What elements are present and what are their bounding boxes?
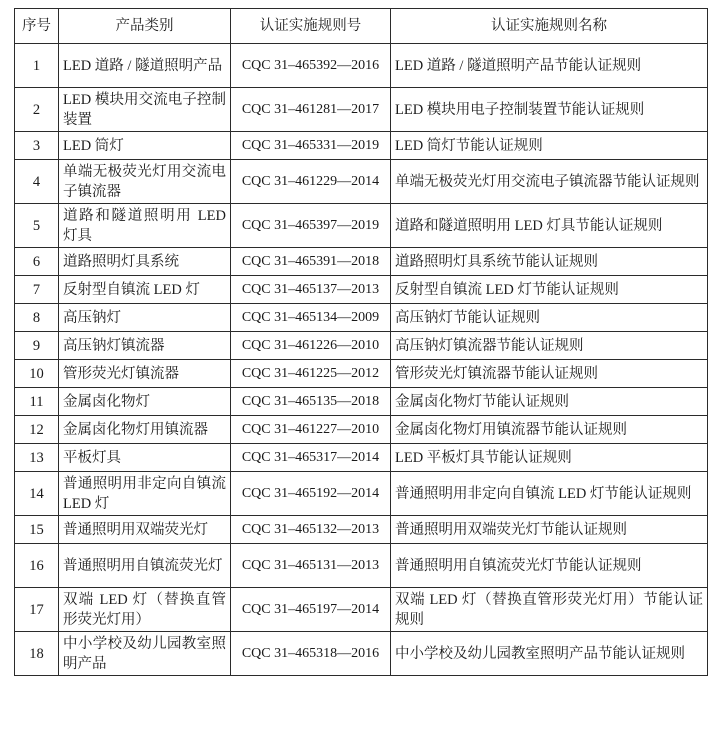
row-rule-code: CQC 31–465137—2013 bbox=[231, 276, 391, 304]
row-rule-code: CQC 31–465318—2016 bbox=[231, 632, 391, 676]
header-rule-name: 认证实施规则名称 bbox=[391, 9, 708, 44]
row-rule-name: 普通照明用自镇流荧光灯节能认证规则 bbox=[391, 544, 708, 588]
row-no: 5 bbox=[15, 204, 59, 248]
table-row bbox=[15, 632, 708, 676]
header-category: 产品类别 bbox=[59, 9, 231, 44]
row-rule-name: 中小学校及幼儿园教室照明产品节能认证规则 bbox=[391, 632, 708, 676]
row-rule-code: CQC 31–465135—2018 bbox=[231, 388, 391, 416]
table-row bbox=[15, 44, 708, 88]
row-rule-code: CQC 31–465397—2019 bbox=[231, 204, 391, 248]
row-no: 13 bbox=[15, 444, 59, 472]
table-row bbox=[15, 276, 708, 304]
table-row bbox=[15, 360, 708, 388]
row-rule-name: LED 筒灯节能认证规则 bbox=[391, 132, 708, 160]
row-category: 管形荧光灯镇流器 bbox=[59, 360, 231, 388]
row-category: 中小学校及幼儿园教室照明产品 bbox=[59, 632, 231, 676]
table-row bbox=[15, 516, 708, 544]
row-no: 4 bbox=[15, 160, 59, 204]
row-category: 道路和隧道照明用 LED 灯具 bbox=[59, 204, 231, 248]
row-category: 普通照明用非定向自镇流 LED 灯 bbox=[59, 472, 231, 516]
row-category: LED 模块用交流电子控制装置 bbox=[59, 88, 231, 132]
row-category: 道路照明灯具系统 bbox=[59, 248, 231, 276]
row-category: 普通照明用双端荧光灯 bbox=[59, 516, 231, 544]
row-rule-code: CQC 31–465131—2013 bbox=[231, 544, 391, 588]
row-category: 单端无极荧光灯用交流电子镇流器 bbox=[59, 160, 231, 204]
row-rule-name: 反射型自镇流 LED 灯节能认证规则 bbox=[391, 276, 708, 304]
row-rule-name: 金属卤化物灯节能认证规则 bbox=[391, 388, 708, 416]
row-category: 双端 LED 灯（替换直管形荧光灯用） bbox=[59, 588, 231, 632]
row-no: 8 bbox=[15, 304, 59, 332]
table-row bbox=[15, 588, 708, 632]
row-no: 3 bbox=[15, 132, 59, 160]
row-rule-code: CQC 31–465134—2009 bbox=[231, 304, 391, 332]
row-rule-code: CQC 31–465192—2014 bbox=[231, 472, 391, 516]
row-rule-code: CQC 31–461229—2014 bbox=[231, 160, 391, 204]
table-row bbox=[15, 544, 708, 588]
table-row bbox=[15, 160, 708, 204]
row-category: 反射型自镇流 LED 灯 bbox=[59, 276, 231, 304]
row-rule-name: LED 平板灯具节能认证规则 bbox=[391, 444, 708, 472]
table-row bbox=[15, 472, 708, 516]
table-row bbox=[15, 248, 708, 276]
table-row bbox=[15, 132, 708, 160]
row-rule-name: 金属卤化物灯用镇流器节能认证规则 bbox=[391, 416, 708, 444]
certification-rules-table bbox=[14, 8, 708, 676]
row-category: 普通照明用自镇流荧光灯 bbox=[59, 544, 231, 588]
row-rule-code: CQC 31–461226—2010 bbox=[231, 332, 391, 360]
row-rule-name: 单端无极荧光灯用交流电子镇流器节能认证规则 bbox=[391, 160, 708, 204]
table-row bbox=[15, 416, 708, 444]
row-no: 11 bbox=[15, 388, 59, 416]
row-rule-name: LED 道路 / 隧道照明产品节能认证规则 bbox=[391, 44, 708, 88]
row-rule-name: 道路和隧道照明用 LED 灯具节能认证规则 bbox=[391, 204, 708, 248]
row-rule-name: LED 模块用电子控制装置节能认证规则 bbox=[391, 88, 708, 132]
row-category: 高压钠灯 bbox=[59, 304, 231, 332]
row-rule-code: CQC 31–465317—2014 bbox=[231, 444, 391, 472]
header-no: 序号 bbox=[15, 9, 59, 44]
row-no: 1 bbox=[15, 44, 59, 88]
row-rule-code: CQC 31–465391—2018 bbox=[231, 248, 391, 276]
row-rule-code: CQC 31–465197—2014 bbox=[231, 588, 391, 632]
row-rule-name: 管形荧光灯镇流器节能认证规则 bbox=[391, 360, 708, 388]
row-no: 15 bbox=[15, 516, 59, 544]
row-category: 高压钠灯镇流器 bbox=[59, 332, 231, 360]
table-row bbox=[15, 204, 708, 248]
table-row bbox=[15, 332, 708, 360]
row-no: 17 bbox=[15, 588, 59, 632]
table-row bbox=[15, 444, 708, 472]
row-no: 10 bbox=[15, 360, 59, 388]
row-rule-name: 高压钠灯镇流器节能认证规则 bbox=[391, 332, 708, 360]
row-rule-code: CQC 31–465331—2019 bbox=[231, 132, 391, 160]
row-no: 6 bbox=[15, 248, 59, 276]
row-no: 2 bbox=[15, 88, 59, 132]
row-rule-name: 高压钠灯节能认证规则 bbox=[391, 304, 708, 332]
table-header-row bbox=[15, 9, 708, 44]
row-category: LED 道路 / 隧道照明产品 bbox=[59, 44, 231, 88]
row-category: LED 筒灯 bbox=[59, 132, 231, 160]
row-category: 金属卤化物灯 bbox=[59, 388, 231, 416]
row-rule-name: 双端 LED 灯（替换直管形荧光灯用）节能认证规则 bbox=[391, 588, 708, 632]
table-row bbox=[15, 304, 708, 332]
row-no: 18 bbox=[15, 632, 59, 676]
row-category: 平板灯具 bbox=[59, 444, 231, 472]
row-rule-name: 普通照明用双端荧光灯节能认证规则 bbox=[391, 516, 708, 544]
row-rule-code: CQC 31–461225—2012 bbox=[231, 360, 391, 388]
table-row bbox=[15, 388, 708, 416]
row-no: 14 bbox=[15, 472, 59, 516]
row-no: 12 bbox=[15, 416, 59, 444]
row-category: 金属卤化物灯用镇流器 bbox=[59, 416, 231, 444]
row-no: 7 bbox=[15, 276, 59, 304]
row-no: 9 bbox=[15, 332, 59, 360]
row-rule-name: 道路照明灯具系统节能认证规则 bbox=[391, 248, 708, 276]
row-no: 16 bbox=[15, 544, 59, 588]
row-rule-code: CQC 31–461227—2010 bbox=[231, 416, 391, 444]
table-row bbox=[15, 88, 708, 132]
row-rule-code: CQC 31–461281—2017 bbox=[231, 88, 391, 132]
row-rule-code: CQC 31–465392—2016 bbox=[231, 44, 391, 88]
row-rule-name: 普通照明用非定向自镇流 LED 灯节能认证规则 bbox=[391, 472, 708, 516]
header-rule-code: 认证实施规则号 bbox=[231, 9, 391, 44]
row-rule-code: CQC 31–465132—2013 bbox=[231, 516, 391, 544]
